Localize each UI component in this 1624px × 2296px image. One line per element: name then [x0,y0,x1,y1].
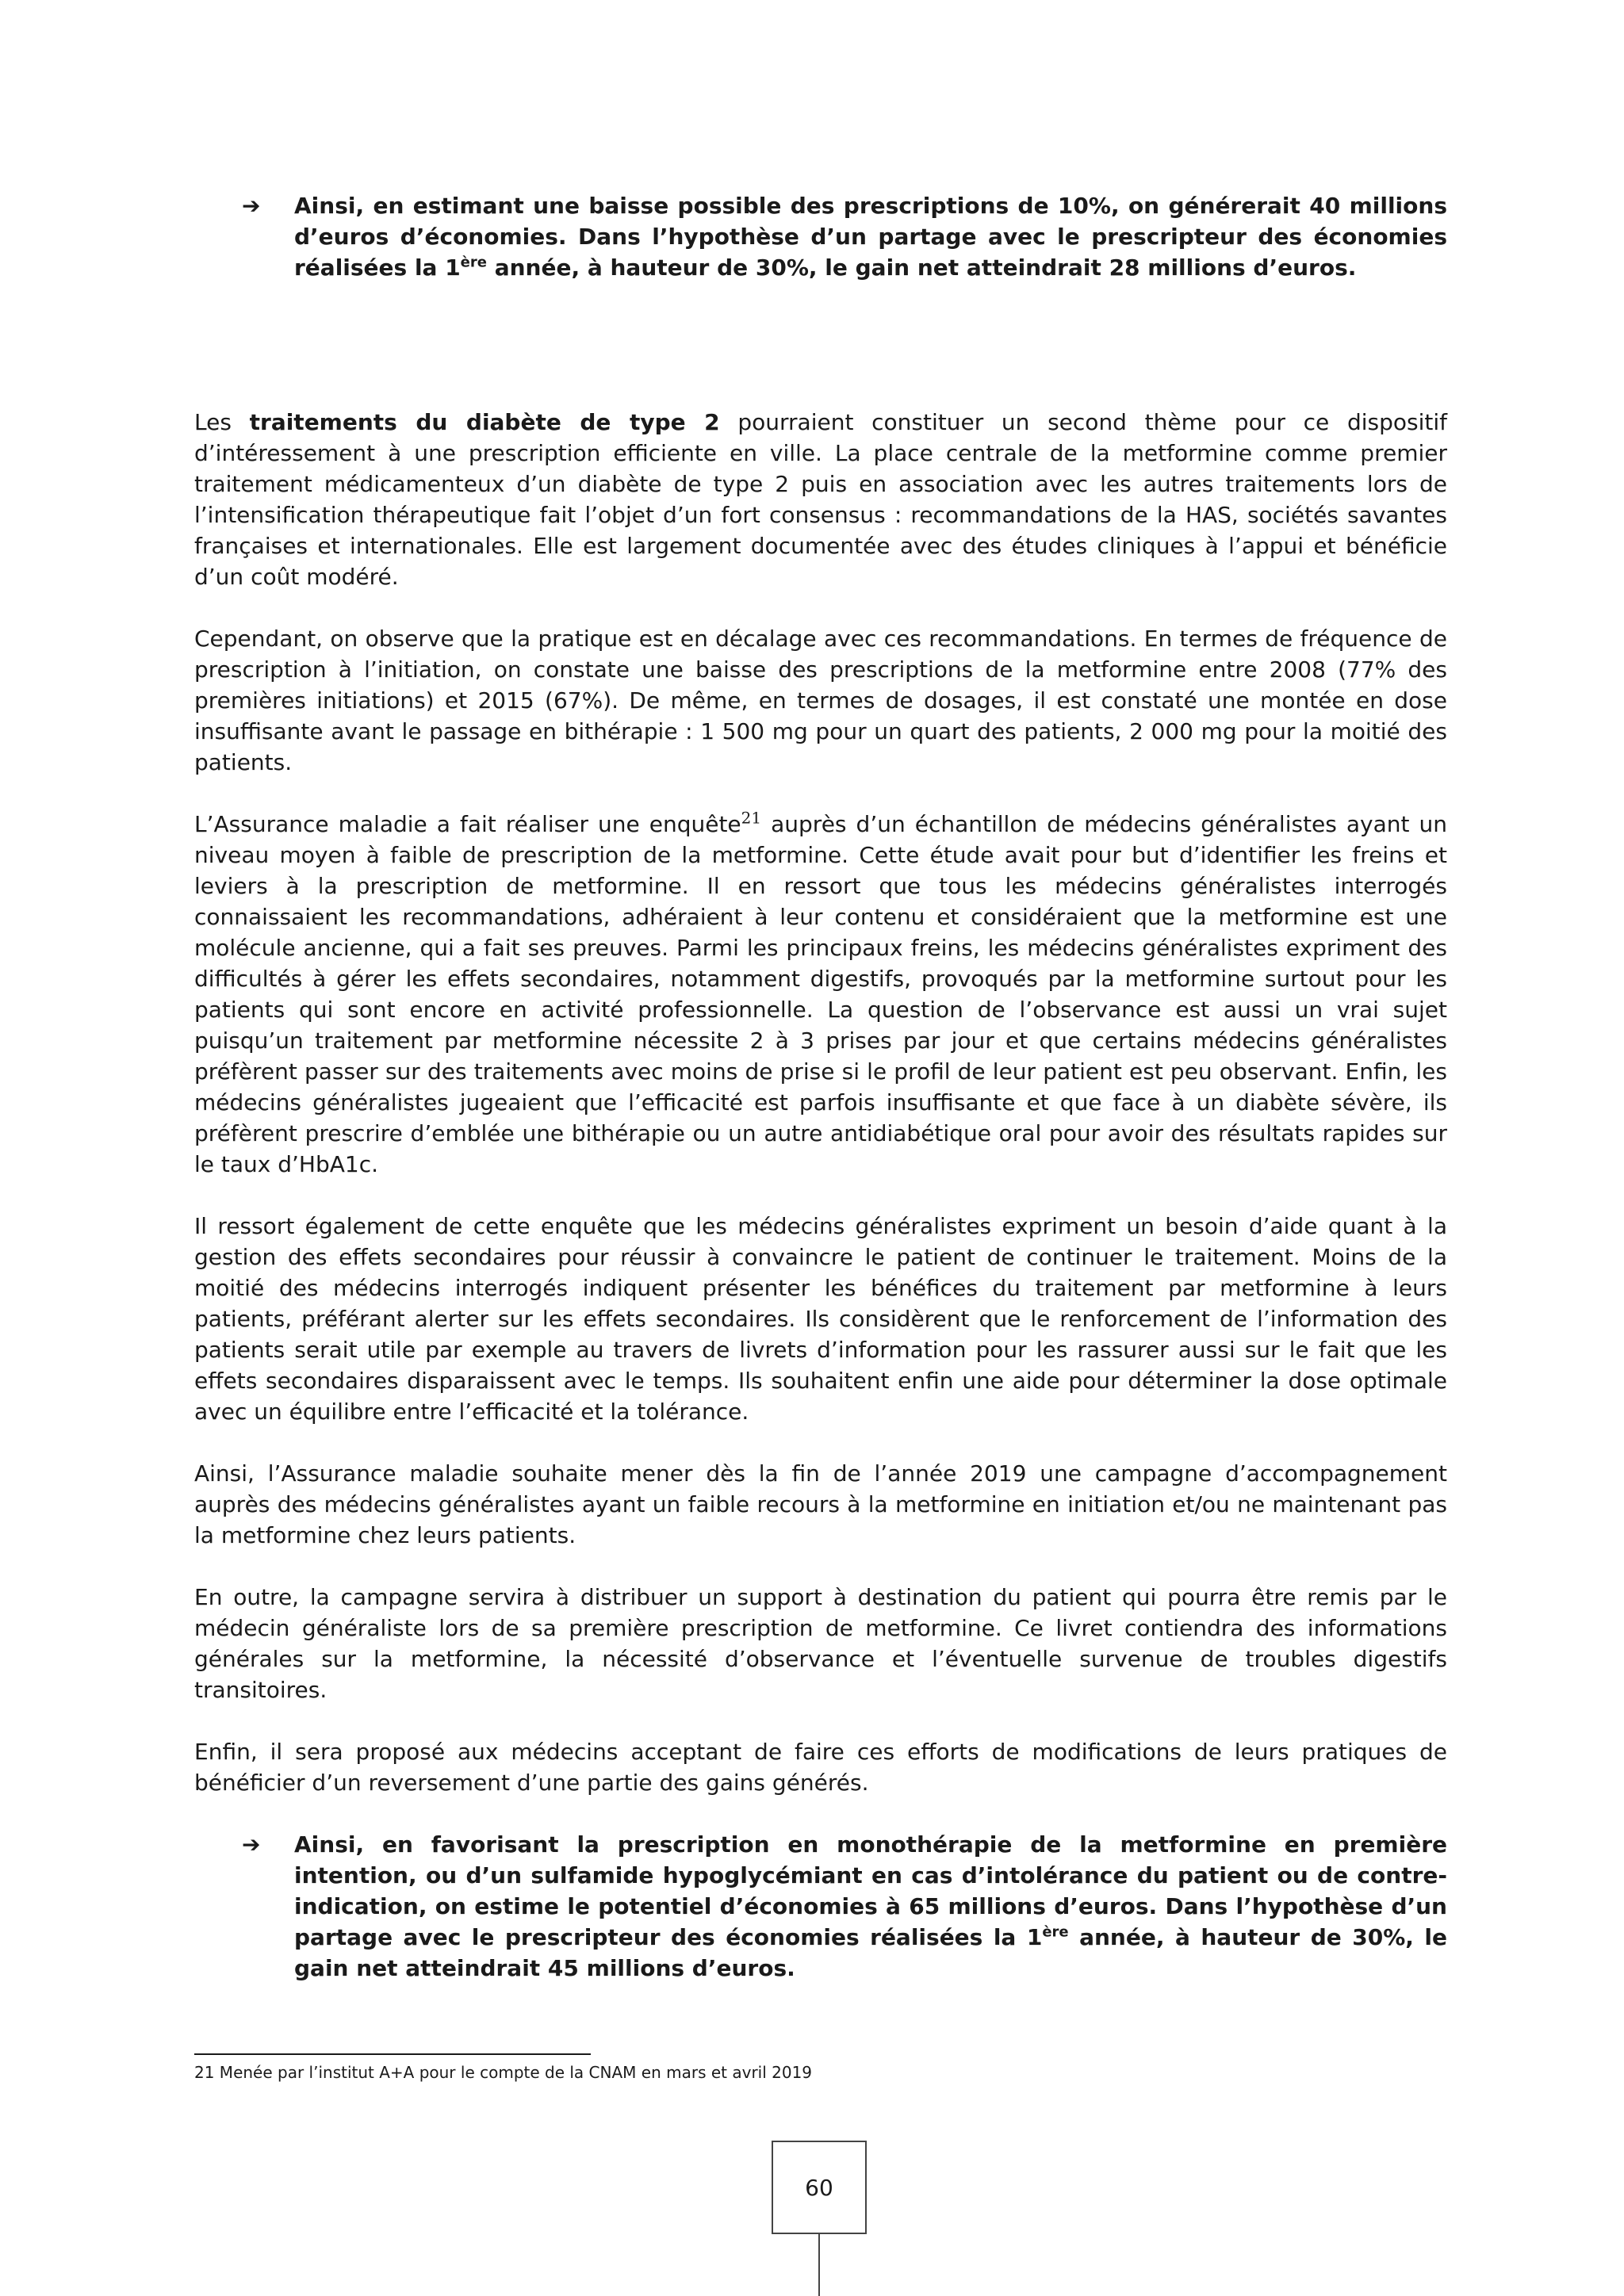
ordinal-superscript: ère [460,254,487,271]
paragraph-patient-booklet: En outre, la campagne servira à distribuer un support à destination du patient qui pourra être remis par le médecin généraliste lors de sa première prescription de metformine. Ce livret contiendra des informations générales sur la metformine, la nécessité d’observance et l’éventuelle survenue de troubles digestifs transitoires. [194,1584,1447,1703]
arrow-bullet-icon: ➔ [242,193,261,219]
callout-text-part2: année, à hauteur de 30%, le gain net atteindrait 45 millions d’euros. [294,1924,1448,1981]
paragraph-survey [194,809,1447,1180]
diabetes-highlight: traitements du diabète de type 2 [249,409,720,435]
page-number-stem [818,2234,820,2296]
para3-body: auprès d’un échantillon de médecins généralistes ayant un niveau moyen à faible de prescription de la metformine. Cette étude avait pour but d’identifier les freins et leviers à la prescription de metformine. Il en ressort que tous les médecins généralistes interrogés connaissaient les recommandations, adhéraient à leur contenu et considéraient que la metformine est une molécule ancienne, qui a fait ses preuves. Parmi les principaux freins, les médecins généralistes expriment des difficultés à gérer les effets secondaires, notamment digestifs, provoqués par la metformine surtout pour les patients qui sont encore en activité professionnelle. La question de l’observance est aussi un vrai sujet puisqu’un traitement par metformine nécessite 2 à 3 prises par jour et que certains médecins généralistes préfèrent passer sur des traitements avec moins de prise si le profil de leur patient est peu observant. Enfin, les médecins généralistes jugeaient que l’efficacité est parfois insuffisante et que face à un diabète sévère, ils préfèrent prescrire d’emblée une bithérapie ou un autre antidiabétique oral pour avoir des résultats rapides sur le taux d’HbA1c. [194,811,1448,1177]
para1-lead: Les [194,409,250,435]
paragraph-gain-sharing: Enfin, il sera proposé aux médecins acceptant de faire ces efforts de modifications de leurs pratiques de bénéficier d’un reversement d’une partie des gains générés. [194,1739,1447,1796]
document-body [194,190,1447,2015]
savings-callout-diabetes [194,1829,1447,1984]
arrow-bullet-icon: ➔ [242,1831,261,1858]
paragraph-campaign: Ainsi, l’Assurance maladie souhaite mener dès la fin de l’année 2019 une campagne d’accompagnement auprès des médecins généralistes ayant un faible recours à la metformine en initiation et/ou ne maintenant pas la metformine chez leurs patients. [194,1460,1447,1548]
callout-text-part1: Ainsi, en estimant une baisse possible des prescriptions de 10%, on générerait 40 millions d’euros d’économies. Dans l’hypothèse d’un partage avec le prescripteur des économies réalisées la 1 [294,193,1447,281]
para3-lead: L’Assurance maladie a fait réaliser une enquête [194,811,741,837]
paragraph-practice-gap: Cependant, on observe que la pratique est en décalage avec ces recommandations. En termes de fréquence de prescription à l’initiation, on constate une baisse des prescriptions de la metformine entre 2008 (77% des premières initiations) et 2015 (67%). De même, en termes de dosages, il est constaté une montée en dose insuffisante avant le passage en bithérapie : 1 500 mg pour un quart des patients, 2 000 mg pour la moitié des patients. [194,626,1447,775]
para1-body: pourraient constituer un second thème pour ce dispositif d’intéressement à une prescription efficiente en ville. La place centrale de la metformine comme premier traitement médicamenteux d’un diabète de type 2 puis en association avec les autres traitements lors de l’intensification thérapeutique fait l’objet d’un fort consensus : recommandations de la HAS, sociétés savantes françaises et internationales. Elle est largement documentée avec des études cliniques à l’appui et bénéficie d’un coût modéré. [194,409,1448,590]
footnote-reference[interactable]: 21 [741,808,762,828]
ordinal-superscript: ère [1042,1923,1069,1941]
footnote-21: 21 Menée par l’institut A+A pour le compte de la CNAM en mars et avril 2019 [194,2063,813,2082]
page-number: 60 [805,2174,833,2201]
callout-text-part2: année, à hauteur de 30%, le gain net atteindrait 28 millions d’euros. [486,254,1357,281]
paragraph-diabetes-intro [194,407,1447,592]
paragraph-survey-needs: Il ressort également de cette enquête que les médecins généralistes expriment un besoin d’aide quant à la gestion des effets secondaires pour réussir à convaincre le patient de continuer le traitement. Moins de la moitié des médecins interrogés indiquent présenter les bénéfices du traitement par metformine à leurs patients, préférant alerter sur les effets secondaires. Ils considèrent que le renforcement de l’information des patients serait utile par exemple au travers de livrets d’information pour les rassurer aussi sur le fait que les effets secondaires disparaissent avec le temps. Ils souhaitent enfin une aide pour déterminer la dose optimale avec un équilibre entre l’efficacité et la tolérance. [194,1213,1447,1425]
footnote-separator [194,2053,591,2055]
savings-callout-antibiotics [194,190,1447,283]
callout-text-part1: Ainsi, en favorisant la prescription en monothérapie de la metformine en première intention, ou d’un sulfamide hypoglycémiant en cas d’intolérance du patient ou de contre-indication, on estime le potentiel d’économies à 65 millions d’euros. Dans l’hypothèse d’un partage avec le prescripteur des économies réalisées la 1 [294,1831,1447,1950]
page-number-box [772,2141,867,2234]
